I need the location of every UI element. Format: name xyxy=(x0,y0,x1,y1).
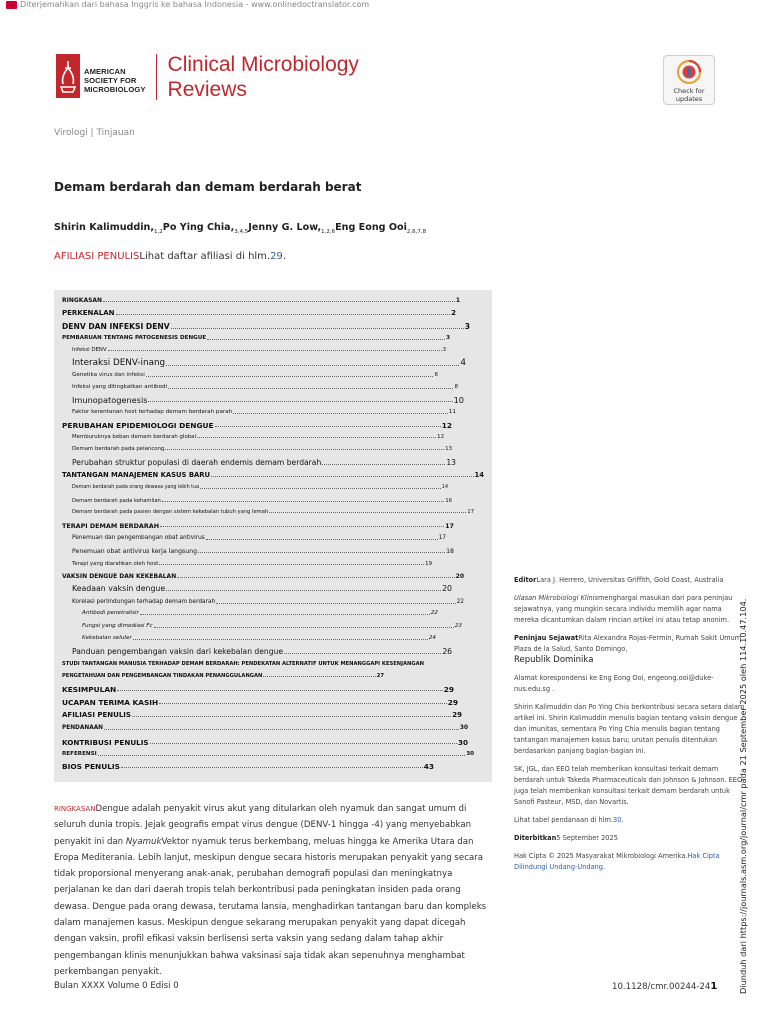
check-for-updates-button[interactable] xyxy=(663,55,715,105)
toc-entry-page: 1 xyxy=(455,297,460,304)
toc-entry-label: PENGETAHUAN DAN PENGEMBANGAN TINDAKAN PENANGGULANGAN xyxy=(62,673,263,679)
toc-leader-dots xyxy=(148,401,452,402)
toc-entry-page: 13 xyxy=(445,446,452,452)
toc-entry-page: 18 xyxy=(446,548,454,555)
translation-banner-text: Diterjemahkan dari bahasa Inggris ke bahasa Indonesia - www.onlinedoctranslator.com xyxy=(20,0,370,9)
toc-entry[interactable] xyxy=(82,611,438,617)
affiliations-page-link[interactable]: 29 xyxy=(270,251,283,262)
toc-entry[interactable] xyxy=(82,624,462,630)
doi-footer xyxy=(612,981,717,992)
toc-entry-page: 30 xyxy=(457,738,468,747)
toc-leader-dots xyxy=(168,388,453,389)
abstract xyxy=(54,801,494,980)
page-number: 1 xyxy=(710,981,718,992)
toc-entry-label: Panduan pengembangan vaksin dari kekebalan dengue xyxy=(72,647,284,656)
toc-entry[interactable] xyxy=(62,574,464,580)
toc-leader-dots xyxy=(121,767,423,768)
toc-entry[interactable] xyxy=(62,472,484,479)
abstract-text-a: Dengue adalah penyakit virus akut yang ditularkan oleh nyamuk dan sangat umum di seluruh dunia tropis. Jejak geografis empat virus dengue (DENV-1 hingga -4) yang menyebabkan penyakit ini dan xyxy=(54,804,472,847)
editor-info xyxy=(514,575,746,586)
copyright-text: Hak Cipta © 2025 Masyarakat Mikrobiologi Amerika. xyxy=(514,852,688,860)
toc-entry[interactable] xyxy=(72,410,456,416)
toc-entry[interactable] xyxy=(62,298,460,304)
toc-entry-page: 3 xyxy=(442,347,446,353)
author-affil-numbers: 2,6,7,8 xyxy=(406,228,427,235)
toc-leader-dots xyxy=(133,639,428,640)
toc-entry[interactable] xyxy=(62,739,468,746)
toc-entry[interactable] xyxy=(62,752,474,758)
toc-leader-dots xyxy=(162,501,445,502)
toc-entry-label: RINGKASAN xyxy=(62,297,103,304)
toc-entry[interactable] xyxy=(62,323,470,331)
toc-entry-label: Genetika virus dan infeksi xyxy=(72,372,145,378)
toc-entry-page: 30 xyxy=(459,725,468,731)
toc-entry-label: Korelasi perlindungan terhadap demam berdarah xyxy=(72,599,216,605)
pdf-icon xyxy=(6,1,17,9)
toc-entry-page: 29 xyxy=(443,685,454,694)
published-date: 5 September 2025 xyxy=(556,834,618,842)
affiliations-heading: AFILIASI PENULIS xyxy=(54,251,140,262)
toc-leader-dots xyxy=(206,539,438,540)
toc-leader-dots xyxy=(132,716,451,717)
toc-entry[interactable] xyxy=(62,726,468,732)
toc-leader-dots xyxy=(117,690,442,691)
abstract-italic: Nyamuk xyxy=(125,836,162,847)
peer-review-note xyxy=(514,593,746,626)
toc-entry[interactable] xyxy=(72,648,452,656)
doi-text[interactable]: 10.1128/cmr.00244-24 xyxy=(612,982,711,992)
toc-leader-dots xyxy=(171,328,464,329)
toc-entry-page: 43 xyxy=(423,762,434,771)
toc-entry[interactable] xyxy=(72,348,446,353)
toc-entry-page: 29 xyxy=(452,711,462,719)
toc-entry-label: Demam berdarah pada pelancong xyxy=(72,446,165,452)
toc-entry-page: 12 xyxy=(437,434,444,440)
reviewer-info xyxy=(514,633,746,666)
journal-header xyxy=(56,54,359,102)
toc-entry[interactable] xyxy=(72,373,438,379)
copyright-note xyxy=(514,851,746,873)
check-updates-label xyxy=(664,88,714,103)
toc-leader-dots xyxy=(177,577,454,578)
toc-entry-page: 17 xyxy=(438,535,446,541)
reviewer-label: Peninjau Sejawat xyxy=(514,634,579,642)
toc-entry[interactable] xyxy=(62,712,462,719)
toc-leader-dots xyxy=(104,729,459,730)
toc-entry-page: 11 xyxy=(448,409,456,415)
toc-entry[interactable] xyxy=(72,510,474,515)
toc-entry-label: Infeksi yang ditingkatkan antibodi xyxy=(72,384,168,390)
article-info-sidebar xyxy=(514,575,746,880)
toc-entry-label: PERKENALAN xyxy=(62,309,115,317)
author-affil-numbers: 1,2,6 xyxy=(321,228,336,235)
toc-leader-dots xyxy=(154,627,454,628)
society-line-2: SOCIETY FOR xyxy=(84,76,137,85)
table-of-contents xyxy=(54,290,492,782)
toc-entry[interactable] xyxy=(72,435,444,440)
toc-entry-page: 6 xyxy=(434,372,438,378)
toc-entry-label: Demam berdarah pada pasien dengan sistem kekebalan tubuh yang lemah xyxy=(72,509,269,515)
toc-leader-dots xyxy=(216,603,455,604)
toc-entry-page: 20 xyxy=(455,573,464,580)
editor-label: Editor xyxy=(514,576,537,584)
toc-entry-label: VAKSIN DENGUE DAN KEKEBALAN xyxy=(62,573,177,580)
toc-entry-page: 20 xyxy=(442,584,452,593)
toc-leader-dots xyxy=(146,376,434,377)
toc-entry[interactable] xyxy=(62,422,452,429)
toc-entry-page: 17 xyxy=(467,509,474,515)
toc-entry-label: KESIMPULAN xyxy=(62,685,117,694)
society-name xyxy=(84,67,146,94)
translation-banner[interactable] xyxy=(6,0,369,9)
editor-name: Lara J. Herrero, Universitas Griffith, Gold Coast, Australia xyxy=(536,576,724,584)
toc-entry-page: 27 xyxy=(376,673,384,679)
journal-name-italic: Ulasan Mikrobiologi Klinis xyxy=(514,594,598,602)
toc-entry[interactable] xyxy=(62,336,450,342)
toc-leader-dots xyxy=(108,350,442,351)
toc-leader-dots xyxy=(215,426,441,427)
toc-entry-label: PENDANAAN xyxy=(62,725,104,731)
toc-leader-dots xyxy=(165,449,444,450)
toc-leader-dots xyxy=(159,703,446,704)
toc-entry-page: 2 xyxy=(451,309,456,317)
toc-entry-label: Kekebalan seluler xyxy=(82,635,132,641)
toc-entry-page: 24 xyxy=(428,635,436,641)
toc-leader-dots xyxy=(140,614,430,615)
toc-entry[interactable] xyxy=(62,662,476,667)
download-notice: Diunduh dari https://journals.asm.org/journal/cmr pada 21 September 2025 oleh 114.10.47.104. xyxy=(738,598,748,994)
toc-entry-label: AFILIASI PENULIS xyxy=(62,711,131,719)
journal-title[interactable] xyxy=(168,52,359,102)
toc-leader-dots xyxy=(322,464,445,465)
toc-leader-dots xyxy=(160,526,444,527)
author-name[interactable]: Po Ying Chia, xyxy=(162,222,235,233)
toc-entry-label: KONTRIBUSI PENULIS xyxy=(62,738,149,747)
author-affiliations-note xyxy=(54,251,286,262)
toc-entry-page: 30 xyxy=(466,751,474,757)
toc-entry[interactable] xyxy=(72,396,464,404)
toc-entry[interactable] xyxy=(62,674,384,679)
affiliations-text: Lihat daftar afiliasi di hlm. xyxy=(139,251,271,262)
author-name[interactable]: Jenny G. Low, xyxy=(248,222,322,233)
toc-entry-page: 14 xyxy=(474,471,484,479)
toc-entry-page: 22 xyxy=(456,599,464,605)
toc-leader-dots xyxy=(150,743,457,744)
author-list xyxy=(54,222,426,235)
toc-entry-page: 8 xyxy=(454,384,458,390)
conflict-of-interest-note: SK, JGL, dan EEO telah memberikan konsultasi terkait demam berdarah untuk Takeda Pharmaceuticals dan Johnson & Johnson. EEO juga telah memberikan konsultasi terkait demam berdarah untuk Sanofi Pasteur, MSD, dan Novartis. xyxy=(514,765,743,806)
toc-entry[interactable] xyxy=(72,499,452,504)
affiliations-end: . xyxy=(282,251,287,262)
society-line-1: AMERICAN xyxy=(84,67,126,76)
abstract-text-b: Vektor nyamuk terus berkembang, meluas hingga ke Amerika Utara dan Eropa Mediterania. Lebih lanjut, meskipun dengue secara historis merupakan penyakit yang secara tidak proporsional menyerang anak-anak, perubahan demografi populasi dan meningkatnya perjalanan ke dan dari daerah tropis telah berkontribusi pada peningkatan insiden pada orang dewasa. Dengue pada orang dewasa, terutama lansia, menghadirkan tantangan baru dan kompleks dalam manajemen kasus. Meskipun dengue sekarang merupakan penyakit yang dapat dicegah dengan vaksin, profil efikasi vaksin berlisensi serta vaksin yang sedang dalam tahap akhir pengembangan klinis menunjukkan bahwa vaksinasi saja tidak akan sepenuhnya menghambat perkembangan penyakit. xyxy=(54,836,487,977)
author-name[interactable]: Shirin Kalimuddin, xyxy=(54,222,155,233)
toc-entry-page: 29 xyxy=(447,698,458,707)
toc-entry-page: 23 xyxy=(454,623,462,629)
journal-title-line-2: Reviews xyxy=(167,78,247,101)
toc-leader-dots xyxy=(200,488,441,489)
author-name[interactable]: Eng Eong Ooi xyxy=(335,222,407,233)
issue-info: Bulan XXXX Volume 0 Edisi 0 xyxy=(54,981,179,991)
society-line-3: MICROBIOLOGY xyxy=(84,85,146,94)
toc-entry-page: 3 xyxy=(446,335,450,341)
toc-entry-page: 12 xyxy=(441,421,452,430)
toc-entry-label: UCAPAN TERIMA KASIH xyxy=(62,698,159,707)
toc-entry[interactable] xyxy=(82,636,436,642)
toc-entry[interactable] xyxy=(72,447,452,452)
toc-entry-label: Fungsi yang dimediasi Fc xyxy=(82,623,153,629)
toc-entry-label: Infeksi DENV xyxy=(72,347,107,353)
toc-leader-dots xyxy=(198,552,445,553)
author-affil-numbers: 1,2 xyxy=(154,228,163,235)
toc-entry-page: 26 xyxy=(442,647,452,656)
reviewer-country: Republik Dominika xyxy=(514,655,594,665)
toc-entry[interactable] xyxy=(72,459,456,467)
asm-logo-icon xyxy=(56,54,80,98)
toc-entry-label: Keadaan vaksin dengue xyxy=(72,584,166,593)
article-title: Demam berdarah dan demam berdarah berat xyxy=(54,180,362,194)
check-updates-line-1: Check for xyxy=(673,87,705,95)
copyright-link[interactable]: Hak Cipta Dilindungi Undang-Undang. xyxy=(514,852,720,871)
toc-entry-page: 16 xyxy=(445,498,452,504)
toc-leader-dots xyxy=(197,437,436,438)
toc-entry-page: 17 xyxy=(445,522,454,530)
toc-entry[interactable] xyxy=(62,699,458,706)
toc-entry-label: PERUBAHAN EPIDEMIOLOGI DENGUE xyxy=(62,421,214,430)
toc-leader-dots xyxy=(269,512,466,513)
toc-leader-dots xyxy=(233,413,448,414)
abstract-heading: RINGKASAN xyxy=(54,805,96,813)
toc-entry-label: Faktor kerentanan host terhadap demam berdarah parah xyxy=(72,409,233,415)
toc-entry-label: TERAPI DEMAM BERDARAH xyxy=(62,522,160,530)
toc-entry-label: Penemuan dan pengembangan obat antivirus xyxy=(72,535,205,541)
toc-leader-dots xyxy=(103,301,455,302)
toc-leader-dots xyxy=(166,590,441,591)
toc-entry-label: Terapi yang diarahkan oleh host xyxy=(72,561,159,567)
toc-entry-label: BIOS PENULIS xyxy=(62,762,120,771)
toc-entry-page: 13 xyxy=(446,458,456,467)
toc-leader-dots xyxy=(159,564,424,565)
toc-entry-label: Interaksi DENV-inang xyxy=(72,358,166,368)
check-updates-line-2: updates xyxy=(675,94,703,103)
funding-note: Lihat tabel pendanaan di hlm.30. xyxy=(514,816,624,824)
toc-entry[interactable] xyxy=(72,585,452,593)
toc-entry[interactable] xyxy=(72,486,448,491)
toc-entry[interactable] xyxy=(72,600,464,606)
journal-title-line-1: Clinical Microbiology xyxy=(167,53,359,76)
toc-entry[interactable] xyxy=(72,359,466,368)
toc-leader-dots xyxy=(263,676,375,677)
toc-leader-dots xyxy=(284,653,441,654)
check-updates-icon xyxy=(677,60,701,84)
toc-entry[interactable] xyxy=(72,536,446,542)
published-label: Diterbitkan xyxy=(514,834,557,842)
toc-entry-label: Demam berdarah pada kehamilan xyxy=(72,498,161,504)
toc-entry[interactable] xyxy=(62,310,456,317)
toc-leader-dots xyxy=(211,476,474,477)
toc-entry-page: 10 xyxy=(453,395,464,405)
toc-entry-page: 14 xyxy=(441,485,448,490)
toc-entry[interactable] xyxy=(72,549,454,555)
toc-leader-dots xyxy=(98,755,466,756)
toc-entry-label: Imunopatogenesis xyxy=(72,395,148,405)
correspondence-info[interactable]: Alamat korespondensi ke Eng Eong Ooi, engeong.ooi@duke-nus.edu.sg . xyxy=(514,674,714,693)
toc-entry[interactable] xyxy=(62,523,454,529)
published-info xyxy=(514,833,746,844)
toc-entry-label: Perubahan struktur populasi di daerah endemis demam berdarah xyxy=(72,458,322,467)
toc-entry-label: Penemuan obat antivirus kerja langsung xyxy=(72,548,198,555)
toc-entry-label: DENV DAN INFEKSI DENV xyxy=(62,322,170,331)
toc-entry-label: Antibodi penetralisir xyxy=(82,610,139,616)
toc-leader-dots xyxy=(166,365,459,366)
toc-entry[interactable] xyxy=(72,385,458,391)
toc-entry[interactable] xyxy=(62,763,434,770)
toc-entry-label: Demam berdarah pada orang dewasa yang lebih tua xyxy=(72,485,200,490)
toc-leader-dots xyxy=(116,314,451,315)
toc-entry[interactable] xyxy=(72,562,432,567)
peer-review-text: menghargai masukan dari para peninjau sejawatnya, yang mungkin secara individu memilih agar nama mereka dicantumkan dalam rincian artikel ini atau tetap anonim. xyxy=(514,594,733,624)
author-affil-numbers: 3,4,5 xyxy=(234,228,249,235)
toc-entry-page: 4 xyxy=(460,358,466,368)
toc-entry-label: REFERENSI xyxy=(62,751,97,757)
toc-entry-page: 19 xyxy=(425,561,432,567)
toc-entry-page: 22 xyxy=(430,610,438,616)
toc-entry-page: 3 xyxy=(464,322,470,331)
toc-entry-label: TANTANGAN MANAJEMEN KASUS BARU xyxy=(62,471,211,479)
funding-page-link[interactable]: 30 xyxy=(613,816,622,824)
funding-text: Lihat tabel pendanaan di hlm. xyxy=(514,816,614,824)
toc-leader-dots xyxy=(207,339,445,340)
breadcrumb: Virologi | Tinjauan xyxy=(54,128,135,138)
reviewer-name: Rita Alexandra Rojas-Fermin, Rumah Sakit Umum Plaza de la Salud, Santo Domingo, xyxy=(514,634,742,653)
contribution-note: Shirin Kalimuddin dan Po Ying Chia berkontribusi secara setara dalam artikel ini. Shirin Kalimuddin menulis bagian tentang vaksin dengue dan imunitas, sementara Po Ying Chia menulis bagian tentang tantangan manajemen kasus baru; urutan penulis ditentukan berdasarkan panjang bagian-bagian ini. xyxy=(514,703,745,755)
toc-entry[interactable] xyxy=(62,686,454,693)
toc-entry-label: PEMBARUAN TENTANG PATOGENESIS DENGUE xyxy=(62,335,207,341)
toc-entry-label: Memburuknya beban demam berdarah global xyxy=(72,434,196,440)
header-divider xyxy=(156,54,157,100)
toc-entry-label: STUDI TANTANGAN MANUSIA TERHADAP DEMAM BERDARAH: PENDEKATAN ALTERNATIF UNTUK MENANGGAPI KESENJANGAN xyxy=(62,661,425,667)
